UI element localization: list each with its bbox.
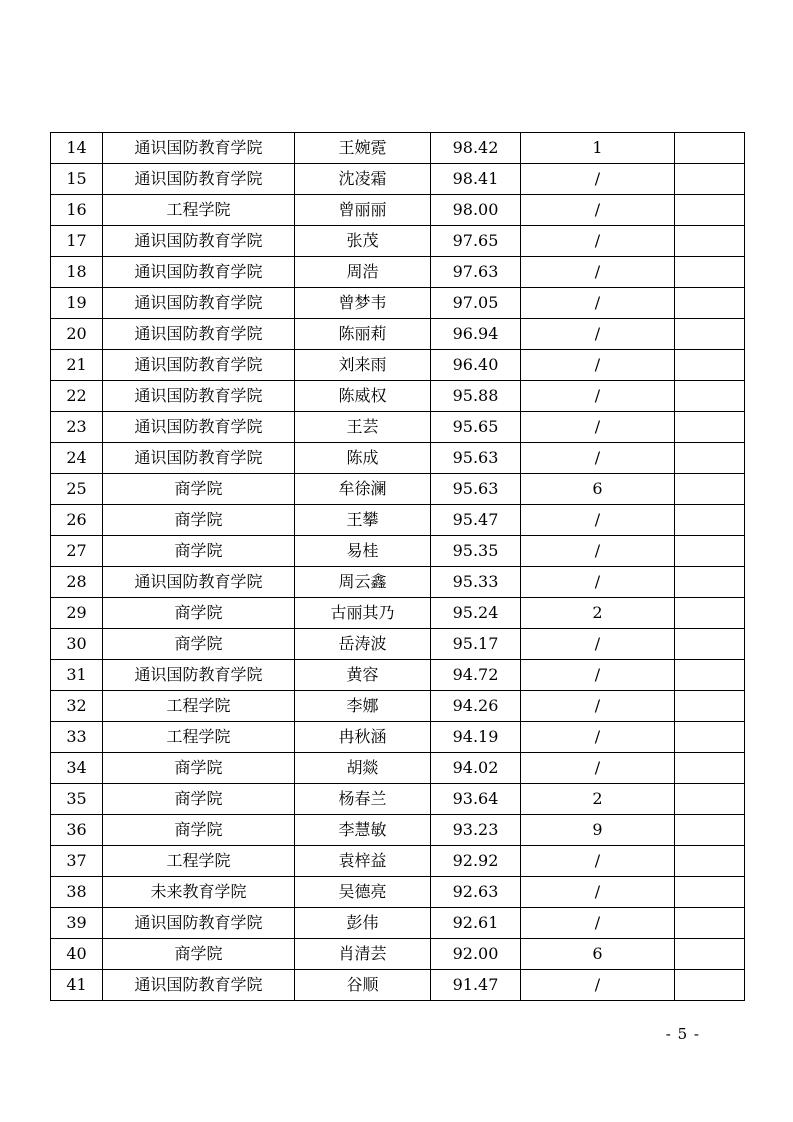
extra-value-cell: / <box>521 877 675 908</box>
row-number-cell: 31 <box>51 660 103 691</box>
student-name-cell: 肖清芸 <box>295 939 431 970</box>
college-cell: 通识国防教育学院 <box>103 412 295 443</box>
table-row <box>51 939 745 970</box>
table-row <box>51 629 745 660</box>
student-name-cell: 易桂 <box>295 536 431 567</box>
row-number-cell: 16 <box>51 195 103 226</box>
extra-value-cell: / <box>521 908 675 939</box>
table-row <box>51 722 745 753</box>
table-row <box>51 846 745 877</box>
student-name-cell: 王攀 <box>295 505 431 536</box>
table-row <box>51 288 745 319</box>
extra-value-cell: / <box>521 412 675 443</box>
row-number-cell: 41 <box>51 970 103 1001</box>
college-cell: 通识国防教育学院 <box>103 164 295 195</box>
row-number-cell: 28 <box>51 567 103 598</box>
score-cell: 98.42 <box>431 133 521 164</box>
score-cell: 91.47 <box>431 970 521 1001</box>
college-cell: 商学院 <box>103 629 295 660</box>
note-cell <box>675 536 745 567</box>
row-number-cell: 39 <box>51 908 103 939</box>
table-row <box>51 412 745 443</box>
extra-value-cell: 1 <box>521 133 675 164</box>
college-cell: 通识国防教育学院 <box>103 567 295 598</box>
table-row <box>51 350 745 381</box>
college-cell: 商学院 <box>103 784 295 815</box>
row-number-cell: 22 <box>51 381 103 412</box>
college-cell: 未来教育学院 <box>103 877 295 908</box>
college-cell: 工程学院 <box>103 691 295 722</box>
college-cell: 通识国防教育学院 <box>103 133 295 164</box>
score-cell: 95.63 <box>431 474 521 505</box>
extra-value-cell: / <box>521 443 675 474</box>
score-cell: 93.64 <box>431 784 521 815</box>
college-cell: 商学院 <box>103 753 295 784</box>
college-cell: 通识国防教育学院 <box>103 288 295 319</box>
college-cell: 商学院 <box>103 474 295 505</box>
extra-value-cell: / <box>521 226 675 257</box>
extra-value-cell: / <box>521 629 675 660</box>
note-cell <box>675 133 745 164</box>
college-cell: 通识国防教育学院 <box>103 908 295 939</box>
note-cell <box>675 846 745 877</box>
student-name-cell: 张茂 <box>295 226 431 257</box>
table-row <box>51 536 745 567</box>
table-body <box>51 133 745 1001</box>
student-name-cell: 曾梦韦 <box>295 288 431 319</box>
row-number-cell: 34 <box>51 753 103 784</box>
note-cell <box>675 381 745 412</box>
row-number-cell: 36 <box>51 815 103 846</box>
student-name-cell: 曾丽丽 <box>295 195 431 226</box>
college-cell: 商学院 <box>103 598 295 629</box>
score-cell: 98.41 <box>431 164 521 195</box>
extra-value-cell: / <box>521 288 675 319</box>
student-name-cell: 王婉霓 <box>295 133 431 164</box>
college-cell: 商学院 <box>103 505 295 536</box>
page-number: - 5 - <box>665 1025 700 1043</box>
college-cell: 通识国防教育学院 <box>103 319 295 350</box>
note-cell <box>675 598 745 629</box>
row-number-cell: 15 <box>51 164 103 195</box>
row-number-cell: 30 <box>51 629 103 660</box>
table-row <box>51 195 745 226</box>
score-cell: 96.94 <box>431 319 521 350</box>
score-cell: 96.40 <box>431 350 521 381</box>
score-cell: 97.63 <box>431 257 521 288</box>
extra-value-cell: / <box>521 381 675 412</box>
college-cell: 通识国防教育学院 <box>103 350 295 381</box>
extra-value-cell: 2 <box>521 784 675 815</box>
table-row <box>51 877 745 908</box>
college-cell: 商学院 <box>103 815 295 846</box>
note-cell <box>675 226 745 257</box>
college-cell: 商学院 <box>103 536 295 567</box>
extra-value-cell: 9 <box>521 815 675 846</box>
score-cell: 94.26 <box>431 691 521 722</box>
note-cell <box>675 412 745 443</box>
table-row <box>51 226 745 257</box>
extra-value-cell: / <box>521 691 675 722</box>
student-name-cell: 吴德亮 <box>295 877 431 908</box>
score-cell: 95.88 <box>431 381 521 412</box>
table-row <box>51 474 745 505</box>
note-cell <box>675 660 745 691</box>
student-name-cell: 古丽其乃 <box>295 598 431 629</box>
extra-value-cell: / <box>521 846 675 877</box>
note-cell <box>675 908 745 939</box>
table-row <box>51 753 745 784</box>
note-cell <box>675 691 745 722</box>
college-cell: 通识国防教育学院 <box>103 970 295 1001</box>
college-cell: 通识国防教育学院 <box>103 660 295 691</box>
extra-value-cell: / <box>521 567 675 598</box>
table-row <box>51 567 745 598</box>
note-cell <box>675 567 745 598</box>
extra-value-cell: 6 <box>521 939 675 970</box>
college-cell: 工程学院 <box>103 722 295 753</box>
row-number-cell: 24 <box>51 443 103 474</box>
table-row <box>51 815 745 846</box>
extra-value-cell: / <box>521 257 675 288</box>
student-name-cell: 彭伟 <box>295 908 431 939</box>
college-cell: 工程学院 <box>103 846 295 877</box>
extra-value-cell: / <box>521 536 675 567</box>
score-cell: 92.00 <box>431 939 521 970</box>
table-row <box>51 381 745 412</box>
student-name-cell: 冉秋涵 <box>295 722 431 753</box>
student-name-cell: 刘来雨 <box>295 350 431 381</box>
extra-value-cell: 6 <box>521 474 675 505</box>
score-cell: 93.23 <box>431 815 521 846</box>
student-name-cell: 岳涛波 <box>295 629 431 660</box>
extra-value-cell: / <box>521 164 675 195</box>
note-cell <box>675 815 745 846</box>
score-cell: 95.33 <box>431 567 521 598</box>
extra-value-cell: / <box>521 195 675 226</box>
score-cell: 95.47 <box>431 505 521 536</box>
extra-value-cell: / <box>521 319 675 350</box>
score-cell: 95.35 <box>431 536 521 567</box>
note-cell <box>675 753 745 784</box>
table-row <box>51 908 745 939</box>
student-name-cell: 李慧敏 <box>295 815 431 846</box>
table-row <box>51 970 745 1001</box>
row-number-cell: 29 <box>51 598 103 629</box>
table-row <box>51 784 745 815</box>
student-name-cell: 陈威权 <box>295 381 431 412</box>
score-cell: 94.02 <box>431 753 521 784</box>
score-cell: 95.17 <box>431 629 521 660</box>
extra-value-cell: 2 <box>521 598 675 629</box>
student-name-cell: 杨春兰 <box>295 784 431 815</box>
row-number-cell: 23 <box>51 412 103 443</box>
student-name-cell: 沈凌霜 <box>295 164 431 195</box>
college-cell: 通识国防教育学院 <box>103 443 295 474</box>
score-cell: 92.92 <box>431 846 521 877</box>
note-cell <box>675 939 745 970</box>
row-number-cell: 19 <box>51 288 103 319</box>
note-cell <box>675 257 745 288</box>
row-number-cell: 27 <box>51 536 103 567</box>
student-name-cell: 周云鑫 <box>295 567 431 598</box>
student-name-cell: 黄容 <box>295 660 431 691</box>
note-cell <box>675 319 745 350</box>
row-number-cell: 21 <box>51 350 103 381</box>
score-cell: 94.72 <box>431 660 521 691</box>
table-row <box>51 257 745 288</box>
score-cell: 98.00 <box>431 195 521 226</box>
note-cell <box>675 474 745 505</box>
student-name-cell: 袁梓益 <box>295 846 431 877</box>
note-cell <box>675 164 745 195</box>
college-cell: 通识国防教育学院 <box>103 381 295 412</box>
note-cell <box>675 505 745 536</box>
extra-value-cell: / <box>521 722 675 753</box>
college-cell: 工程学院 <box>103 195 295 226</box>
college-cell: 通识国防教育学院 <box>103 226 295 257</box>
note-cell <box>675 195 745 226</box>
row-number-cell: 26 <box>51 505 103 536</box>
college-cell: 通识国防教育学院 <box>103 257 295 288</box>
note-cell <box>675 443 745 474</box>
row-number-cell: 35 <box>51 784 103 815</box>
row-number-cell: 14 <box>51 133 103 164</box>
note-cell <box>675 784 745 815</box>
student-name-cell: 陈成 <box>295 443 431 474</box>
student-name-cell: 王芸 <box>295 412 431 443</box>
row-number-cell: 33 <box>51 722 103 753</box>
note-cell <box>675 877 745 908</box>
score-cell: 92.63 <box>431 877 521 908</box>
note-cell <box>675 722 745 753</box>
row-number-cell: 37 <box>51 846 103 877</box>
extra-value-cell: / <box>521 350 675 381</box>
row-number-cell: 38 <box>51 877 103 908</box>
extra-value-cell: / <box>521 660 675 691</box>
score-cell: 94.19 <box>431 722 521 753</box>
score-cell: 95.65 <box>431 412 521 443</box>
table-row <box>51 443 745 474</box>
extra-value-cell: / <box>521 753 675 784</box>
note-cell <box>675 288 745 319</box>
student-name-cell: 谷顺 <box>295 970 431 1001</box>
table-row <box>51 319 745 350</box>
table-row <box>51 598 745 629</box>
table-row <box>51 660 745 691</box>
score-cell: 95.24 <box>431 598 521 629</box>
student-name-cell: 陈丽莉 <box>295 319 431 350</box>
table-row <box>51 691 745 722</box>
score-cell: 97.65 <box>431 226 521 257</box>
row-number-cell: 40 <box>51 939 103 970</box>
note-cell <box>675 350 745 381</box>
student-name-cell: 牟徐澜 <box>295 474 431 505</box>
extra-value-cell: / <box>521 505 675 536</box>
score-cell: 95.63 <box>431 443 521 474</box>
table-row <box>51 164 745 195</box>
score-cell: 97.05 <box>431 288 521 319</box>
row-number-cell: 32 <box>51 691 103 722</box>
score-cell: 92.61 <box>431 908 521 939</box>
note-cell <box>675 629 745 660</box>
table-row <box>51 505 745 536</box>
note-cell <box>675 970 745 1001</box>
student-name-cell: 胡燚 <box>295 753 431 784</box>
student-name-cell: 周浩 <box>295 257 431 288</box>
extra-value-cell: / <box>521 970 675 1001</box>
college-cell: 商学院 <box>103 939 295 970</box>
row-number-cell: 20 <box>51 319 103 350</box>
row-number-cell: 25 <box>51 474 103 505</box>
student-name-cell: 李娜 <box>295 691 431 722</box>
row-number-cell: 18 <box>51 257 103 288</box>
row-number-cell: 17 <box>51 226 103 257</box>
table-row <box>51 133 745 164</box>
student-score-table <box>50 132 745 1001</box>
